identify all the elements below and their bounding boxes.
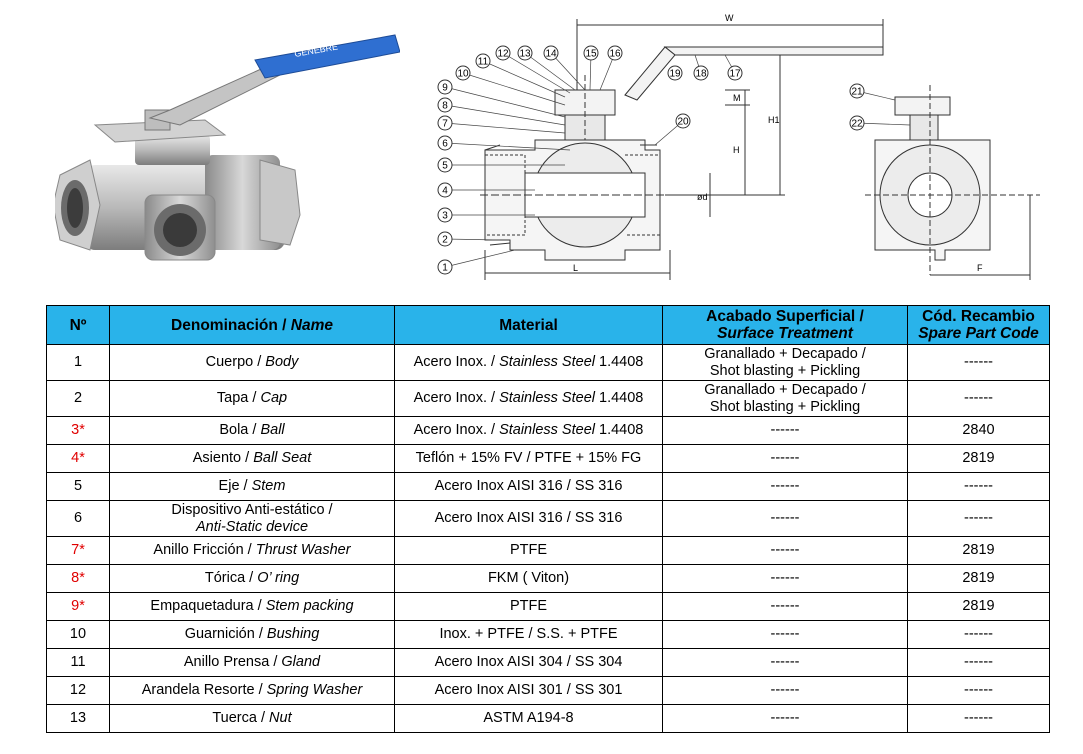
callout-leader	[445, 123, 565, 133]
cell-material: Teflón + 15% FV / PTFE + 15% FG	[395, 445, 663, 473]
callout-label: 2	[442, 234, 448, 246]
callout-label: 3	[442, 210, 448, 222]
photo-brand-text: GENEBRE	[293, 41, 339, 59]
callout-label: 8	[442, 100, 448, 112]
dim-h: H	[733, 145, 740, 155]
cell-finish: ------	[663, 473, 908, 501]
header-code: Cód. Recambio Spare Part Code	[908, 306, 1050, 345]
dim-m: M	[733, 93, 741, 103]
cell-no: 11	[47, 649, 110, 677]
cell-no: 3*	[47, 417, 110, 445]
cell-material: Acero Inox. / Stainless Steel 1.4408	[395, 417, 663, 445]
table-row	[47, 473, 1050, 501]
cell-code: 2819	[908, 593, 1050, 621]
cell-no: 4*	[47, 445, 110, 473]
cell-finish: ------	[663, 705, 908, 733]
callout-leader	[445, 87, 565, 117]
callout-leader	[857, 123, 910, 125]
callout-leader	[483, 61, 565, 97]
cell-name: Cuerpo / Body	[110, 345, 395, 381]
cell-code: ------	[908, 381, 1050, 417]
cell-no: 6	[47, 501, 110, 537]
valve-photo	[55, 30, 400, 275]
callout-label: 14	[545, 48, 557, 60]
cell-name: Anillo Fricción / Thrust Washer	[110, 537, 395, 565]
callout-label: 17	[729, 68, 741, 80]
callout-label: 21	[851, 86, 863, 98]
table-row	[47, 417, 1050, 445]
technical-drawing	[425, 5, 1055, 290]
callout-label: 13	[519, 48, 531, 60]
cell-material: Inox. + PTFE / S.S. + PTFE	[395, 621, 663, 649]
cell-no: 10	[47, 621, 110, 649]
cell-finish: ------	[663, 649, 908, 677]
callout-label: 18	[695, 68, 707, 80]
table-row	[47, 537, 1050, 565]
cell-name: Anillo Prensa / Gland	[110, 649, 395, 677]
header-material: Material	[395, 306, 663, 345]
cell-finish: ------	[663, 537, 908, 565]
cell-finish: Granallado + Decapado / Shot blasting + Pickling	[663, 381, 908, 417]
dim-d: ød	[697, 192, 708, 202]
callout-leader	[445, 105, 565, 125]
table-row	[47, 445, 1050, 473]
cell-material: FKM ( Viton)	[395, 565, 663, 593]
cell-no: 1	[47, 345, 110, 381]
callout-leader	[463, 73, 565, 105]
cell-material: Acero Inox AISI 316 / SS 316	[395, 501, 663, 537]
table-row	[47, 565, 1050, 593]
callout-label: 11	[477, 56, 489, 68]
cell-material: Acero Inox AISI 304 / SS 304	[395, 649, 663, 677]
callout-label: 19	[669, 68, 681, 80]
cell-material: Acero Inox AISI 316 / SS 316	[395, 473, 663, 501]
cell-code: 2819	[908, 445, 1050, 473]
table-header-row	[47, 306, 1050, 345]
callout-label: 16	[609, 48, 621, 60]
cell-no: 5	[47, 473, 110, 501]
cell-no: 9*	[47, 593, 110, 621]
cell-finish: ------	[663, 445, 908, 473]
cell-finish: ------	[663, 593, 908, 621]
dim-h1: H1	[768, 115, 780, 125]
table-row	[47, 381, 1050, 417]
callout-label: 9	[442, 82, 448, 94]
table-row	[47, 677, 1050, 705]
cell-finish: ------	[663, 501, 908, 537]
cell-material: PTFE	[395, 537, 663, 565]
cell-name: Guarnición / Bushing	[110, 621, 395, 649]
cell-name: Asiento / Ball Seat	[110, 445, 395, 473]
cell-material: ASTM A194-8	[395, 705, 663, 733]
header-no: Nº	[47, 306, 110, 345]
cell-code: ------	[908, 345, 1050, 381]
cell-material: PTFE	[395, 593, 663, 621]
header-name: Denominación / Name	[110, 306, 395, 345]
cell-code: ------	[908, 705, 1050, 733]
cell-material: Acero Inox. / Stainless Steel 1.4408	[395, 345, 663, 381]
callout-label: 4	[442, 185, 448, 197]
cell-finish: ------	[663, 565, 908, 593]
cell-no: 12	[47, 677, 110, 705]
parts-table	[46, 305, 1050, 733]
cell-name: Eje / Stem	[110, 473, 395, 501]
table-row	[47, 649, 1050, 677]
cell-code: 2819	[908, 565, 1050, 593]
cell-material: Acero Inox. / Stainless Steel 1.4408	[395, 381, 663, 417]
cell-code: ------	[908, 473, 1050, 501]
table-row	[47, 593, 1050, 621]
cell-material: Acero Inox AISI 301 / SS 301	[395, 677, 663, 705]
table-row	[47, 705, 1050, 733]
cell-finish: ------	[663, 417, 908, 445]
callout-leader	[503, 53, 570, 93]
callout-label: 6	[442, 138, 448, 150]
callout-label: 12	[497, 48, 509, 60]
callout-leader	[445, 250, 515, 267]
cell-code: ------	[908, 501, 1050, 537]
cell-finish: ------	[663, 621, 908, 649]
cell-no: 7*	[47, 537, 110, 565]
cell-name: Bola / Ball	[110, 417, 395, 445]
dim-f: F	[977, 263, 983, 273]
callout-label: 22	[851, 118, 863, 130]
callout-label: 7	[442, 118, 448, 130]
cell-name: Tuerca / Nut	[110, 705, 395, 733]
table-row	[47, 345, 1050, 381]
cell-name: Tórica / O’ ring	[110, 565, 395, 593]
cell-name: Tapa / Cap	[110, 381, 395, 417]
callout-label: 15	[585, 48, 597, 60]
dim-l: L	[573, 263, 579, 273]
cell-code: ------	[908, 677, 1050, 705]
cell-code: 2819	[908, 537, 1050, 565]
cell-name: Arandela Resorte / Spring Washer	[110, 677, 395, 705]
dim-w: W	[725, 13, 734, 23]
table-row	[47, 501, 1050, 537]
cell-no: 2	[47, 381, 110, 417]
callout-label: 1	[442, 262, 448, 274]
cell-code: ------	[908, 649, 1050, 677]
cell-name: Dispositivo Anti-estático / Anti-Static device	[110, 501, 395, 537]
cell-no: 8*	[47, 565, 110, 593]
callout-label: 10	[457, 68, 469, 80]
cell-finish: ------	[663, 677, 908, 705]
callout-label: 5	[442, 160, 448, 172]
cell-name: Empaquetadura / Stem packing	[110, 593, 395, 621]
header-finish: Acabado Superficial / Surface Treatment	[663, 306, 908, 345]
callout-label: 20	[677, 116, 689, 128]
cell-code: ------	[908, 621, 1050, 649]
cell-no: 13	[47, 705, 110, 733]
cell-code: 2840	[908, 417, 1050, 445]
cell-finish: Granallado + Decapado / Shot blasting + Pickling	[663, 345, 908, 381]
table-row	[47, 621, 1050, 649]
